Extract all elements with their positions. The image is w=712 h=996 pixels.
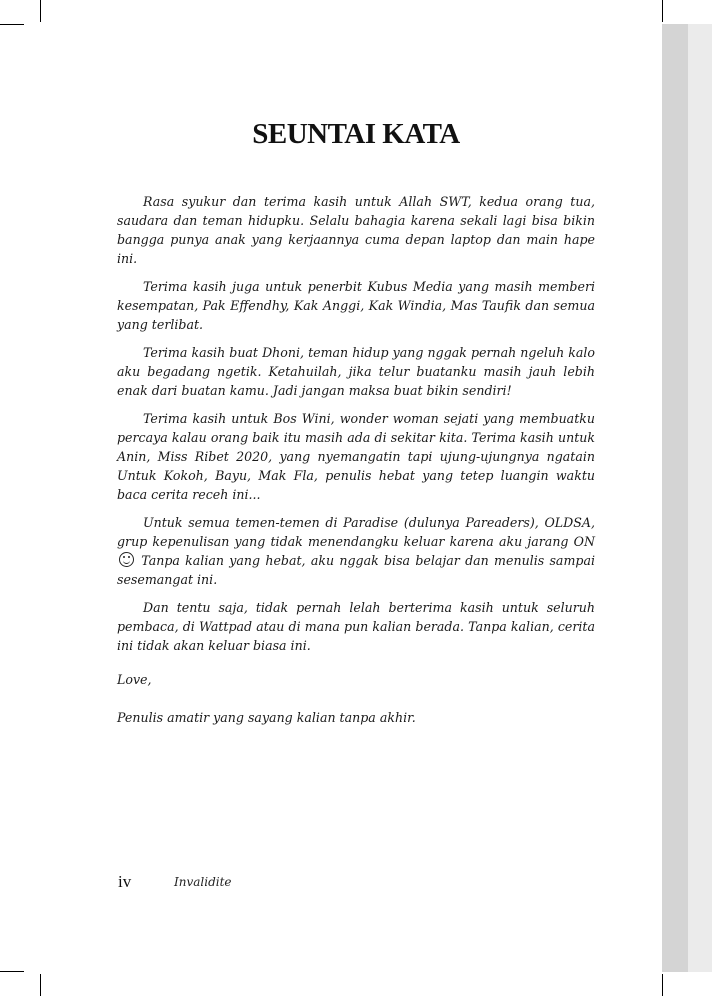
acknowledgement-body: [117, 192, 595, 664]
paragraph: Dan tentu saja, tidak pernah lelah berterima kasih untuk seluruh pembaca, di Wattpad atau di mana pun kalian berada. Tanpa kalian, cerita ini tidak akan keluar biasa ini.: [117, 600, 595, 653]
running-head: Invalidite: [174, 875, 232, 889]
paragraph: Terima kasih buat Dhoni, teman hidup yang nggak pernah ngeluh kalo aku begadang ngetik. Ketahuilah, jika telur buatanku masih jauh lebih enak dari buatan kamu. Jadi jangan maksa buat bikin sendiri!: [117, 345, 595, 398]
page-title: SEUNTAI KATA: [252, 118, 460, 150]
crop-mark: [662, 0, 663, 22]
crop-mark: [662, 974, 663, 996]
signoff-signature: Penulis amatir yang sayang kalian tanpa akhir.: [117, 710, 416, 725]
page-number: iv: [118, 872, 132, 891]
paragraph-text-after-emoji: Tanpa kalian yang hebat, aku nggak bisa belajar dan menulis sampai sesemangat ini.: [117, 553, 595, 587]
smiley-icon: [119, 552, 134, 567]
paragraph: Rasa syukur dan terima kasih untuk Allah SWT, kedua orang tua, saudara dan teman hidupku. Selalu bahagia karena sekali lagi bisa bikin bangga punya anak yang kerjaannya cuma depan laptop dan main hape ini.: [117, 194, 595, 266]
signoff-greeting: Love,: [117, 672, 152, 687]
page-edge-strip-light: [688, 24, 712, 972]
crop-mark: [40, 974, 41, 996]
crop-mark: [0, 971, 24, 972]
paragraph: [117, 513, 595, 589]
page-edge-strip: [662, 24, 688, 972]
crop-mark: [40, 0, 41, 22]
paragraph: Terima kasih untuk Bos Wini, wonder woman sejati yang membuatku percaya kalau orang baik itu masih ada di sekitar kita. Terima kasih untuk Anin, Miss Ribet 2020, yang nyemangatin tapi ujung-ujungnya ngatain Untuk Kokoh, Bayu, Mak Fla, penulis hebat yang tetep luangin waktu baca cerita receh ini...: [117, 411, 595, 502]
paragraph: Terima kasih juga untuk penerbit Kubus Media yang masih memberi kesempatan, Pak Effendhy, Kak Anggi, Kak Windia, Mas Taufik dan semua yang terlibat.: [117, 279, 595, 332]
crop-mark: [0, 24, 24, 25]
paragraph-text-before-emoji: Untuk semua temen-temen di Paradise (dulunya Pareaders), OLDSA, grup kepenulisan yang tidak menendangku keluar karena aku jarang ON: [117, 515, 595, 549]
